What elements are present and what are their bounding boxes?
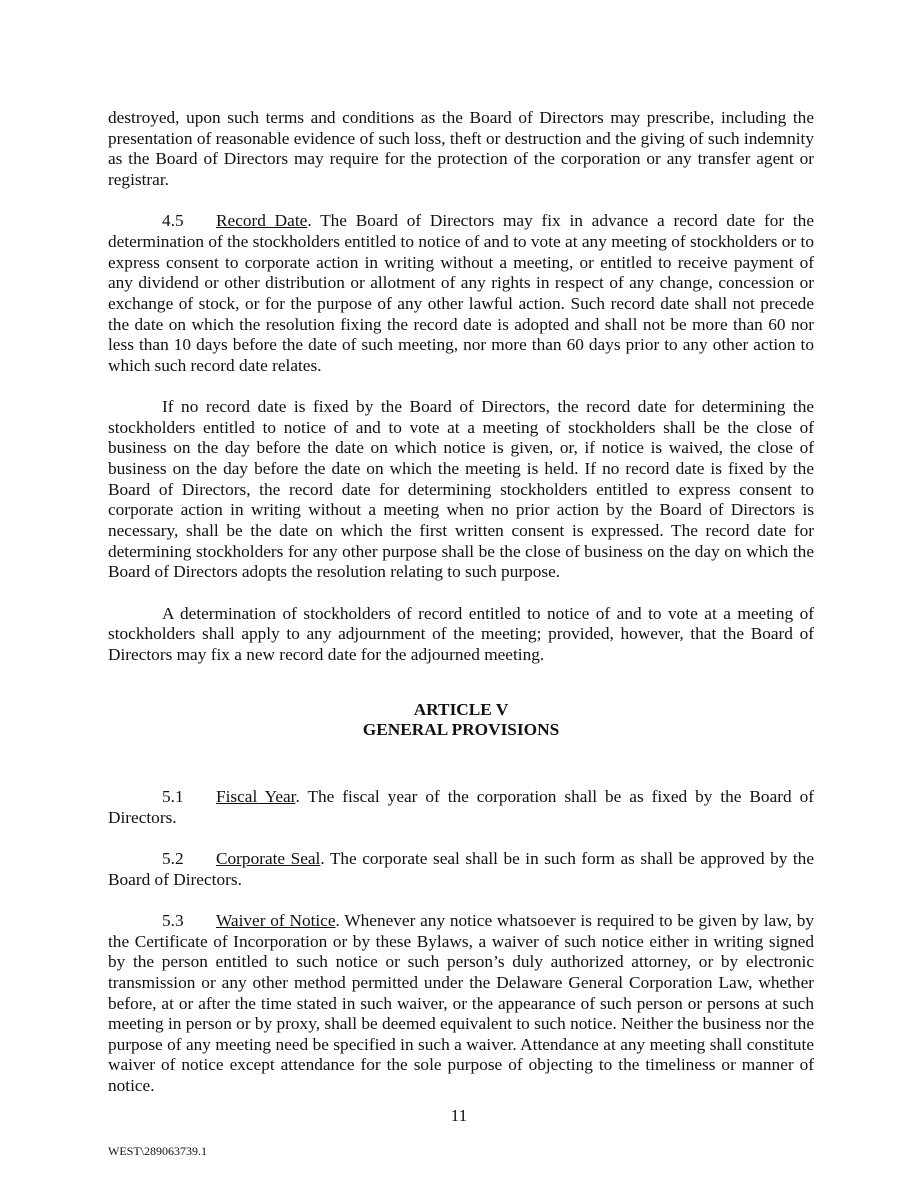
paragraph-no-record-date: If no record date is fixed by the Board of Directors, the record date for determining the stockholders entitled to notice of and to vote at a meeting of stockholders shall be the close of business on the day before the date on which notice is given, or, if notice is waived, the close of business on the day before the date on which the meeting is held. If no record date is fixed by the Board of Directors, the record date for determining stockholders entitled to express consent to corporate action in writing without a meeting when no prior action by the Board of Directors is necessary, shall be the date on which the first written consent is expressed. The record date for determining stockholders for any other purpose shall be the close of business on the day on which the Board of Directors adopts the resolution relating to such purpose.	[108, 397, 814, 582]
paragraph-continued: destroyed, upon such terms and conditions as the Board of Directors may prescribe, including the presentation of reasonable evidence of such loss, theft or destruction and the giving of such indemnity as the Board of Directors may require for the protection of the corporation or any transfer agent or registrar.	[108, 108, 814, 189]
section-body: . Whenever any notice whatsoever is required to be given by law, by the Certificate of Incorporation or by these Bylaws, a waiver of such notice either in writing signed by the person entitled to such notice or such person’s duly authorized attorney, or by electronic transmission or any other method permitted under the Delaware General Corporation Law, whether before, at or after the time stated in such waiver, or the appearance of such person or persons at such meeting in person or by proxy, shall be deemed equivalent to such notice. Neither the business nor the purpose of any meeting need be specified in such a waiver. Attendance at any meeting shall constitute waiver of notice except attendance for the sole purpose of objecting to the timeliness or manner of notice.	[108, 910, 814, 1096]
section-heading: Corporate Seal	[216, 848, 321, 868]
section-heading: Fiscal Year	[216, 786, 296, 806]
section-number: 4.5	[162, 211, 184, 231]
section-5-2	[108, 849, 814, 890]
article-label: ARTICLE V	[413, 699, 509, 719]
section-number: 5.3	[162, 910, 184, 930]
section-number: 5.2	[162, 848, 184, 868]
section-5-1	[108, 787, 814, 828]
section-heading: Waiver of Notice	[216, 910, 336, 930]
document-body	[108, 108, 814, 1097]
section-body: . The fiscal year of the corporation shall be as fixed by the Board of Directors.	[108, 786, 814, 827]
article-heading	[108, 700, 814, 741]
document-id: WEST\289063739.1	[108, 1144, 207, 1158]
section-4-5	[108, 211, 814, 376]
section-heading: Record Date	[216, 211, 308, 231]
page-number: 11	[450, 1106, 468, 1125]
section-5-3	[108, 911, 814, 1097]
section-body: . The corporate seal shall be in such form as shall be approved by the Board of Directors.	[108, 848, 814, 889]
paragraph-determination: A determination of stockholders of record entitled to notice of and to vote at a meeting of stockholders shall apply to any adjournment of the meeting; provided, however, that the Board of Directors may fix a new record date for the adjourned meeting.	[108, 603, 814, 665]
section-number: 5.1	[162, 786, 184, 806]
article-title: GENERAL PROVISIONS	[362, 720, 560, 740]
section-body: . The Board of Directors may fix in advance a record date for the determination of the stockholders entitled to notice of and to vote at any meeting of stockholders or to express consent to corporate action in writing without a meeting, or entitled to receive payment of any dividend or other distribution or allotment of any rights in respect of any change, concession or exchange of stock, or for the purpose of any other lawful action. Such record date shall not precede the date on which the resolution fixing the record date is adopted and shall not be more than 60 nor less than 10 days before the date of such meeting, nor more than 60 days prior to any other action to which such record date relates.	[108, 211, 814, 375]
